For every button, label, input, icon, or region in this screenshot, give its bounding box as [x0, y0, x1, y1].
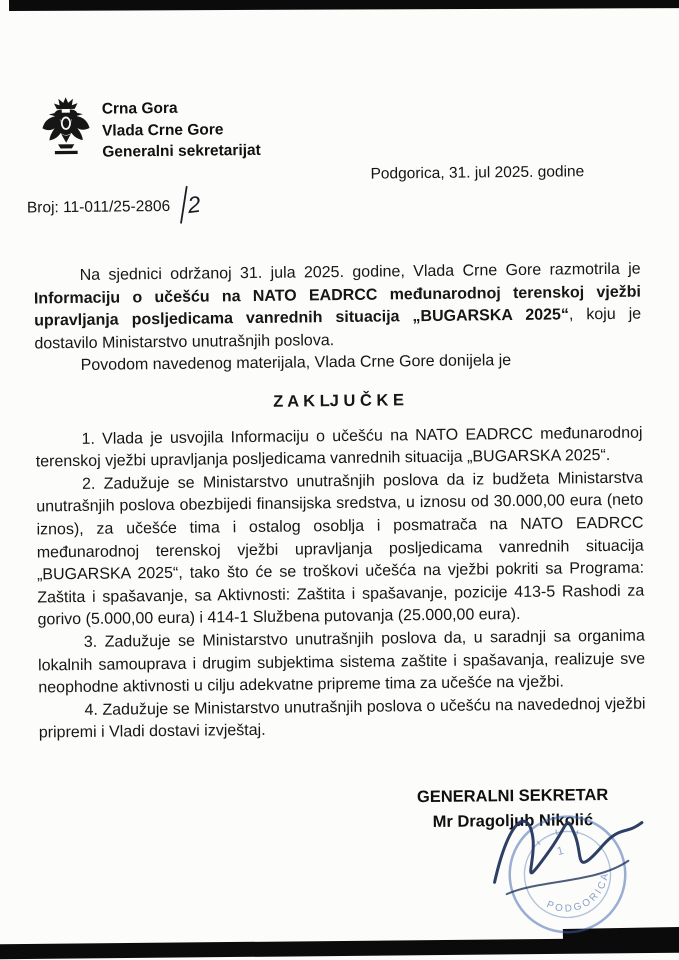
conclusion-item-2: 2. Zadužuje se Ministarstvo unutrašnjih poslova da iz budžeta Ministarstva unutrašnjih poslova obezbijedi finansijska sredstva, u iznosu od 30.000,00 eura (neto iznos), za učešće tima i ostalog osoblja i posmatrača na NATO EADRCC međunarodnoj terenskoj vježbi upravljanja posljedicama vanrednih situacija „BUGARSKA 2025“, tako što će se troškovi učešća na vježbi pokriti sa Programa: Zaštita i spašavanje, sa Aktivnosti: Zaštita i spašavanje, pozicije 413-5 Rashodi za gorivo (5.000,00 eura) i 414-1 Službena putovanja (25.000,00 eura). [36, 469, 645, 629]
place-date: Podgorica, 31. jul 2025. godine [370, 163, 585, 183]
intro-text-bold: Informaciju o učešću na NATO EADRCC međunarodnoj terenskoj vježbi upravljanja posljedicama vanrednih situacija „BUGARSKA 2025“ [33, 283, 641, 330]
document-number [27, 185, 207, 229]
letterhead-government: Vlada Crne Gore [101, 120, 224, 140]
intro-text-2: , koju je dostavilo Ministarstvo unutrašnjih poslova. [34, 305, 642, 353]
intro-paragraph [34, 259, 642, 356]
conclusion-item-3: 3. Zadužuje se Ministarstvo unutrašnjih poslova da, u saradnji sa organima lokalnih samouprava i drugim subjektima sistema zaštite i spašavanja, realizuje sve neophodne aktivnosti u cilju adekvatne pripreme tima za učešće na vježbi. [37, 627, 646, 697]
svg-text:2: 2 [186, 190, 203, 219]
intro-text-1: Na sjednici održanoj 31. jula 2025. godine, Vlada Crne Gore razmotrila je [79, 260, 641, 284]
conclusions-title: Z A K LJ U Č K E [273, 391, 405, 411]
letterhead-department: Generalni sekretarijat [102, 141, 261, 161]
letterhead [102, 97, 261, 163]
coat-of-arms-icon [40, 93, 93, 164]
intro-paragraph-2: Povodom navedenog materijala, Vlada Crne Gore donijela je [80, 352, 512, 375]
signatory-name: Mr Dragoljub Nikolić [432, 811, 594, 831]
stamp-number-text: 1 [555, 844, 566, 859]
conclusion-item-4: 4. Zadužuje se Ministarstvo unutrašnjih poslova o učešću na navedednoj vježbi pripremi i Vladi dostavi izvještaj. [38, 695, 646, 742]
handwritten-number [172, 185, 206, 227]
document-body [34, 259, 646, 746]
signatory-role: GENERALNI SEKRETAR [416, 785, 609, 807]
stamp-city-text: PODGORICA [544, 870, 612, 915]
letterhead-country: Crna Gora [101, 99, 178, 118]
conclusion-item-1: 1. Vlada je usvojila Informaciju o učešću na NATO EADRCC međunarodnoj terenskoj vježbi upravljanja posljedicama vanrednih situacija „BUGARSKA 2025“. [35, 424, 643, 471]
document-number-label: Broj: 11-011/25-2806 [26, 197, 171, 217]
handwritten-signature [472, 794, 678, 914]
